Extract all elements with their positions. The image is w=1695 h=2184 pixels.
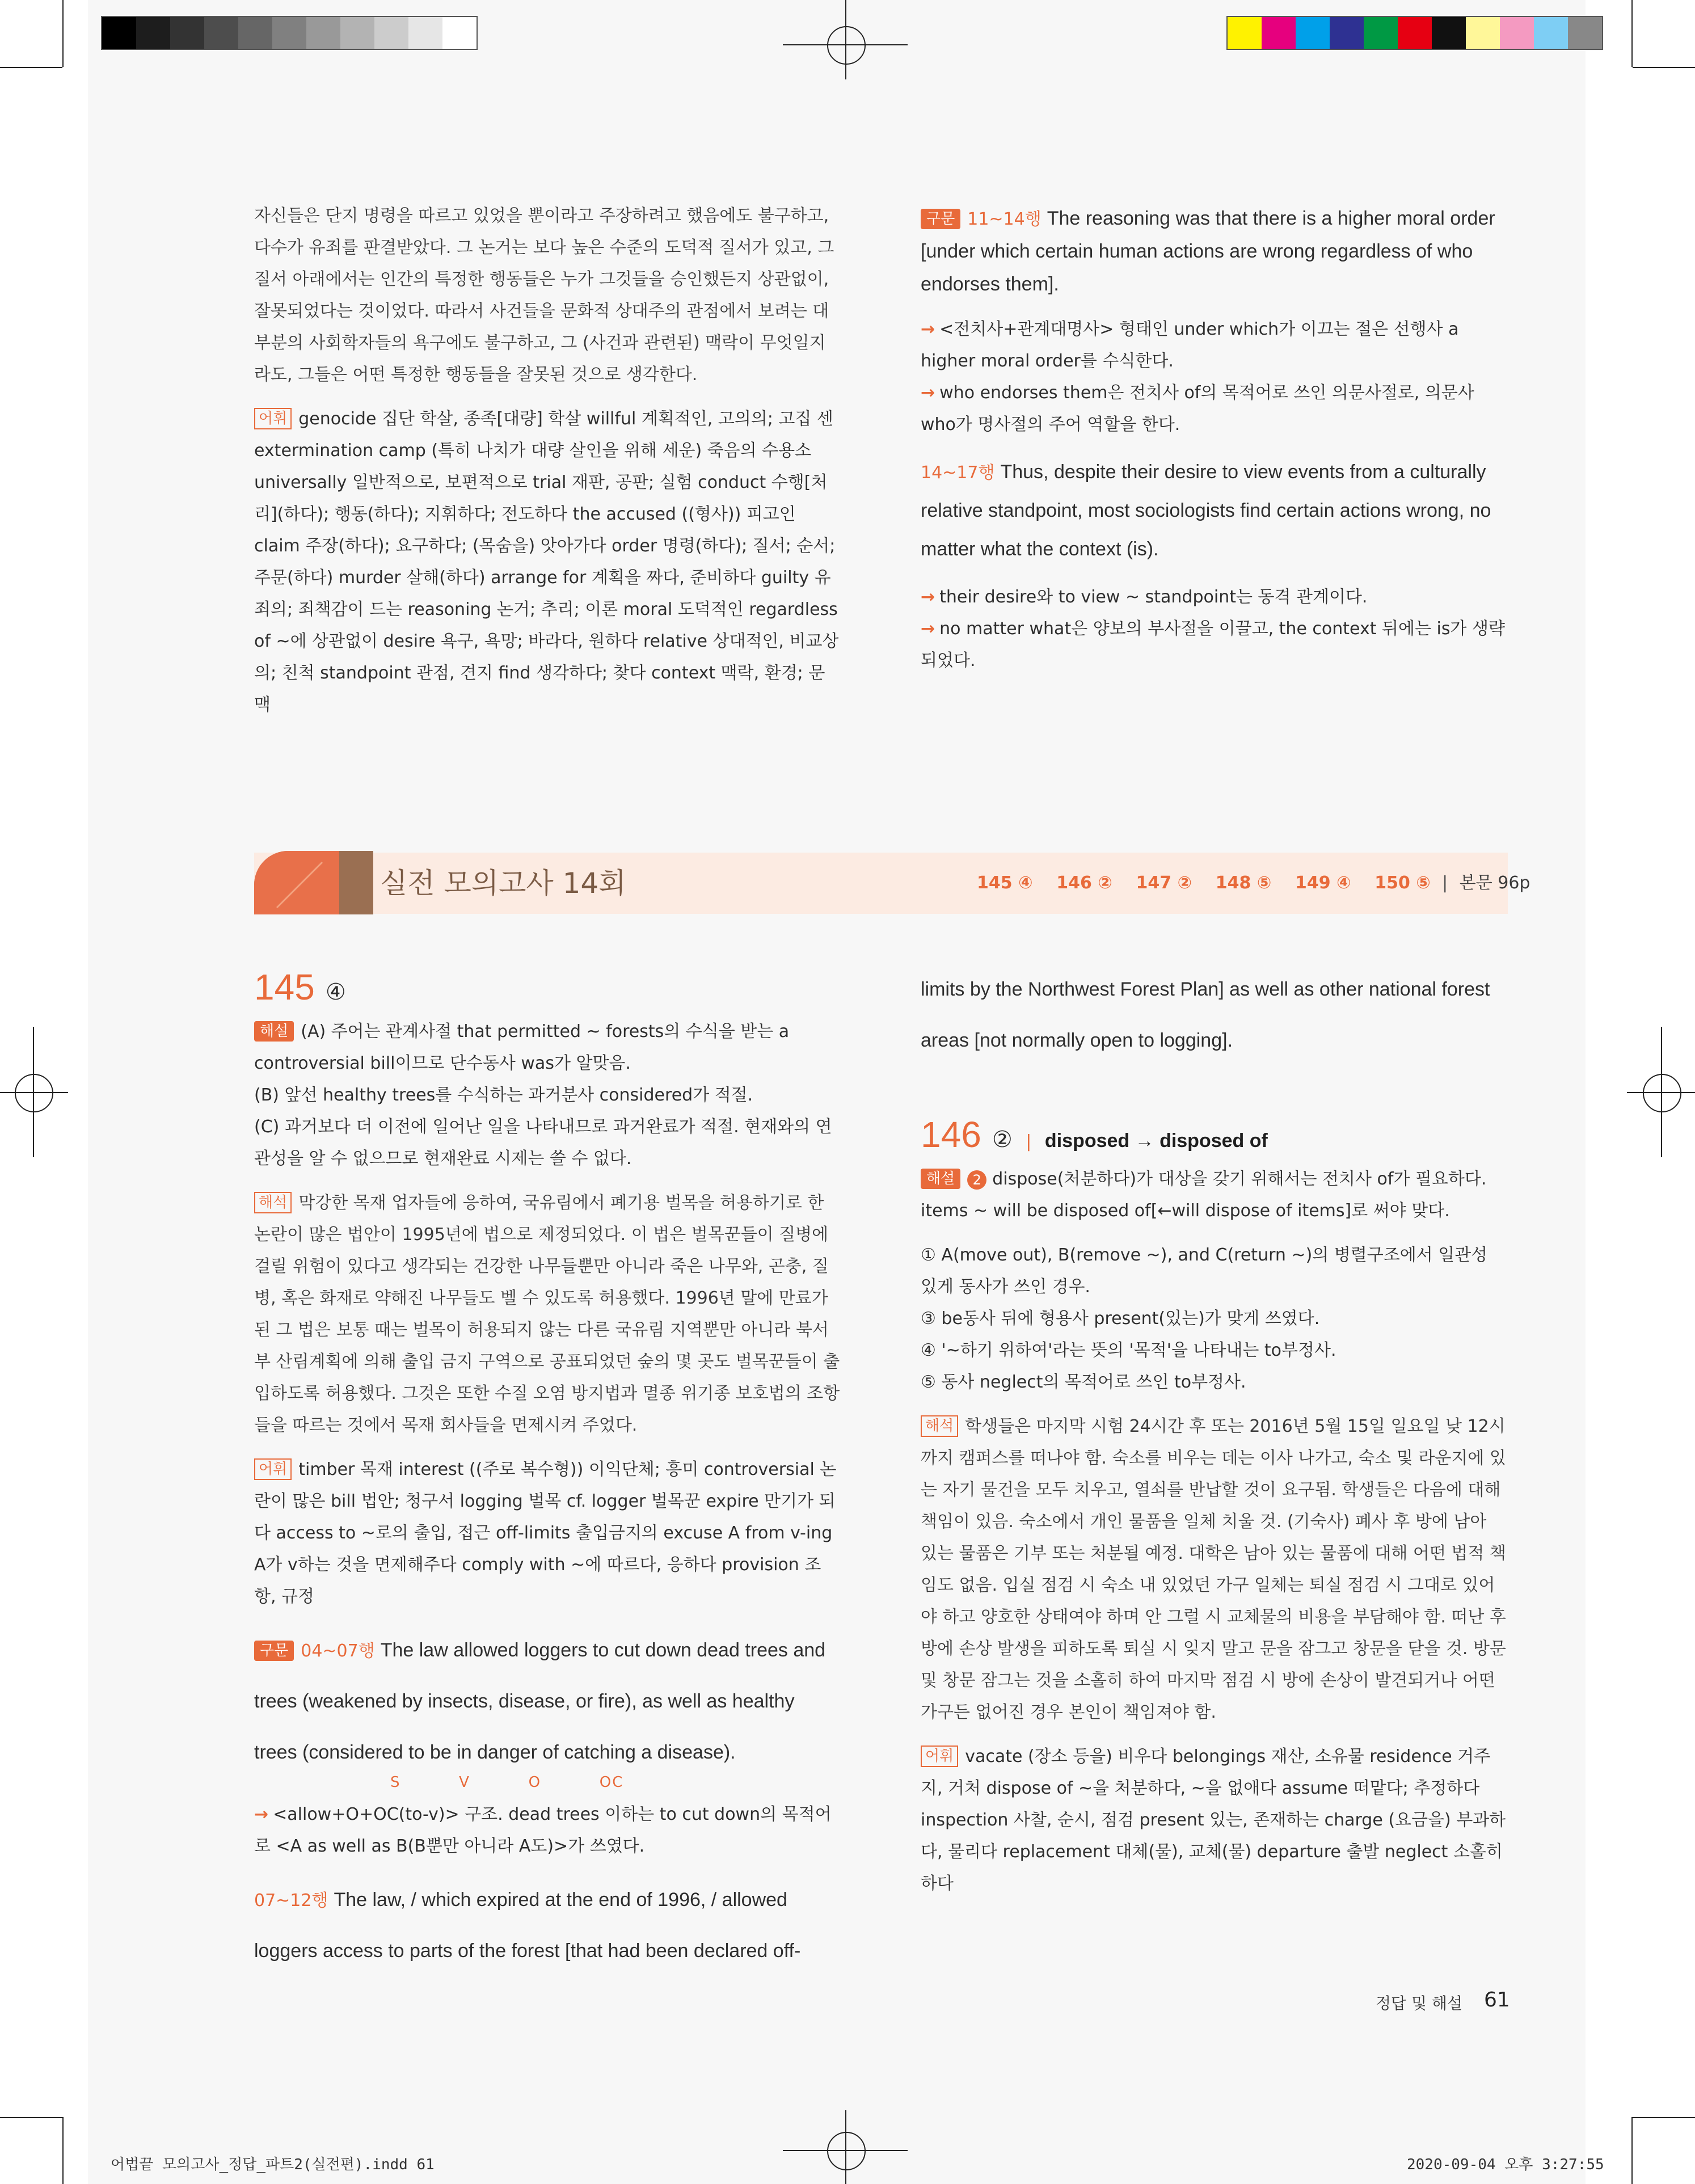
answer-item: 148 ⑤ xyxy=(1215,873,1272,893)
divider: | xyxy=(1442,873,1448,893)
syntax-continuation xyxy=(921,964,1508,1066)
color-swatch xyxy=(102,17,136,49)
svo-label: OC xyxy=(599,1774,624,1791)
explanation xyxy=(921,1163,1508,1227)
explanation-tag: 해설 xyxy=(921,1169,960,1189)
translation-tag: 해석 xyxy=(921,1415,958,1437)
vocab-tag: 어휘 xyxy=(921,1745,958,1767)
explanation xyxy=(254,1016,841,1080)
note-text: who endorses them은 전치사 of의 목적어로 쓰인 의문사절로, 의문사 who가 명사절의 주어 역할을 한다. xyxy=(921,383,1474,435)
translation-paragraph: 자신들은 단지 명령을 따르고 있었을 뿐이라고 주장하려고 했음에도 불구하고, 다수가 유죄를 판결받았다. 그 논거는 보다 높은 수준의 도덕적 질서가 있고, 그 질서 아래에서는 인간의 특정한 행동들은 누가 그것들을 승인했든지 상관없이, 잘못되었다는 것이었다. 따라서 사건들을 문화적 상대주의 관점에서 보려는 대부분의 사회학자들의 욕구에도 불구하고, 그 (사건과 관련된) 맥락이 무엇일지라도, 그들은 어떤 특정한 행동들을 잘못된 것으로 생각한다. xyxy=(254,206,834,385)
q145-column xyxy=(254,964,841,1977)
answer-item: 146 ② xyxy=(1056,873,1112,893)
translation-text: 학생들은 마지막 시험 24시간 후 또는 2016년 5월 15일 일요일 낮 12시까지 캠퍼스를 떠나야 함. 숙소를 비우는 데는 이사 나가고, 숙소 및 라운지에 있는 자기 물건을 모두 치우고, 열쇠를 반납할 것이 요구됨. 학생들은 다음에 대해 책임이 있음. 숙소에서 개인 물품을 일체 치울 것. (기숙사) 폐사 후 방에 남아 있는 물품은 기부 또는 처분될 예정. 대학은 남아 있는 물품에 대해 어떤 법적 책임도 없음. 입실 점검 시 숙소 내 있었던 가구 일체는 퇴실 점검 시 그대로 있어야 하고 양호한 상태여야 하며 안 그럴 시 교체물의 비용을 부담해야 함. 떠난 후 방에 손상 발생을 피하도록 퇴실 시 잊지 말고 문을 잠그고 창문을 닫을 것. 방문 및 창문 잠그는 것을 소홀히 하여 마지막 점검 시 방에 손상이 발견되거나 어떤 가구든 없어진 경우 본인이 책임져야 함. xyxy=(921,1416,1506,1722)
color-swatch xyxy=(442,17,477,49)
q146-column xyxy=(921,964,1508,1900)
registration-circle xyxy=(15,1074,53,1112)
color-swatch xyxy=(408,17,442,49)
explanation: (B) 앞선 healthy trees를 수식하는 과거분사 considered가 적절. xyxy=(254,1085,753,1105)
color-swatch xyxy=(238,17,272,49)
explanation-text: (A) 주어는 관계사절 that permitted ~ forests의 수식을 받는 a controversial bill이므로 단수동사 was가 알맞음. xyxy=(254,1022,790,1073)
answer-mark: ② xyxy=(992,1127,1013,1153)
color-swatch xyxy=(1534,17,1568,49)
crop-mark xyxy=(1631,2117,1633,2184)
note xyxy=(254,1799,841,1862)
crop-mark xyxy=(0,2117,62,2118)
note xyxy=(921,377,1508,441)
color-swatch xyxy=(306,17,340,49)
vocab-text: timber 목재 interest ((주로 복수형)) 이익단체; 흥미 controversial 논란이 많은 bill 법안; 청구서 logging 벌목 cf. logger 벌목꾼 expire 만기가 되다 access to ~로의 출입, 접근 off-limits 출입금지의 excuse A from v-ing A가 v하는 것을 면제해주다 comply with ~에 따르다, 응하다 provision 조항, 규정 xyxy=(254,1460,837,1607)
syntax-block xyxy=(254,1875,841,1977)
note-text: <전치사+관계대명사> 형태인 under which가 이끄는 절은 선행사 a higher moral order를 수식한다. xyxy=(921,319,1459,371)
color-swatch xyxy=(204,17,238,49)
vocab xyxy=(921,1741,1508,1900)
svo-label: S xyxy=(390,1774,401,1791)
explanation-text: dispose(처분하다)가 대상을 갖기 위해서는 전치사 of가 필요하다. items ~ will be disposed of[←will dispose of items]로 써야 맞다. xyxy=(921,1169,1487,1221)
crop-mark xyxy=(1631,0,1633,67)
translation xyxy=(254,1187,841,1441)
arrow-icon: → xyxy=(254,1804,269,1824)
vocab-text: vacate (장소 등을) 비우다 belongings 재산, 소유물 residence 거주지, 거처 dispose of ~을 처분하다, ~을 없애다 assume 떠맡다; 추정하다 inspection 사찰, 순시, 점검 present 있는, 존재하는 charge (요금을) 부과하다, 물리다 replacement 대체(물), 교체(물) departure 출발 neglect 소홀히 하다 xyxy=(921,1747,1506,1894)
note-text: their desire와 to view ~ standpoint는 동격 관계이다. xyxy=(939,587,1368,607)
color-swatch xyxy=(1432,17,1466,49)
divider: | xyxy=(1026,1132,1032,1152)
crop-mark xyxy=(1633,67,1695,68)
arrow-icon: → xyxy=(921,383,935,403)
question-number: 145 xyxy=(254,967,315,1007)
footer-file: 어법끝 모의고사_정답_파트2(실전편).indd 61 xyxy=(111,2156,435,2173)
syntax-sentence: Thus, despite their desire to view events from a culturally relative standpoint, most sociologists find certain actions wrong, no matter what the context (is). xyxy=(921,461,1491,560)
option-note: ① A(move out), B(remove ~), and C(return ~)의 병렬구조에서 일관성 있게 동사가 쓰인 경우. xyxy=(921,1245,1488,1297)
color-swatch xyxy=(1500,17,1534,49)
color-swatch xyxy=(1466,17,1500,49)
color-swatch xyxy=(272,17,306,49)
translation xyxy=(921,1411,1508,1728)
top-left-column xyxy=(254,200,841,721)
line-ref: 14~17행 xyxy=(921,463,995,483)
crop-mark xyxy=(62,2117,64,2184)
question-number: 146 xyxy=(921,1114,981,1155)
option-note: ③ be동사 뒤에 형용사 present(있는)가 맞게 쓰였다. xyxy=(921,1309,1320,1329)
color-swatch xyxy=(1228,17,1262,49)
answer-item: 147 ② xyxy=(1136,873,1192,893)
q146-header xyxy=(921,1112,1508,1158)
color-swatch xyxy=(1398,17,1432,49)
color-swatch xyxy=(1568,17,1602,49)
syntax-sentence: The law allowed loggers to cut down dead trees and trees (weakened by insects, disease, or fire), as well as healthy trees (considered to be in danger of catching a disease). xyxy=(254,1639,826,1763)
section-answers xyxy=(977,871,1530,896)
svo-label: V xyxy=(459,1774,470,1791)
line-ref: 07~12행 xyxy=(254,1891,328,1911)
footer-time: 2020-09-04 오후 3:27:55 xyxy=(1407,2156,1604,2173)
syntax-tag: 구문 xyxy=(921,209,960,229)
explanation: (C) 과거보다 더 이전에 일어난 일을 나타내므로 과거완료가 적절. 현재와의 연관성을 알 수 없으므로 현재완료 시제는 쓸 수 없다. xyxy=(254,1117,832,1169)
syntax-sentence: limits by the Northwest Forest Plan] as well as other national forest areas [not normally open to logging]. xyxy=(921,979,1490,1051)
line-ref: 04~07행 xyxy=(301,1641,375,1661)
crop-mark xyxy=(62,0,64,67)
note xyxy=(921,314,1508,377)
answer-item: 145 ④ xyxy=(977,873,1033,893)
explanation-tag: 해설 xyxy=(254,1021,294,1042)
color-swatch xyxy=(1364,17,1398,49)
syntax-tag: 구문 xyxy=(254,1641,294,1661)
syntax-sentence: The law, / which expired at the end of 1996, / allowed loggers access to parts of the forest [that had been declared off- xyxy=(254,1889,801,1962)
page-label: 정답 및 해설 xyxy=(1376,1994,1463,2013)
syntax-block-2 xyxy=(921,453,1508,569)
answer-item: 150 ⑤ xyxy=(1374,873,1431,893)
svo-label: O xyxy=(528,1774,542,1791)
syntax-block xyxy=(254,1625,841,1778)
color-swatch xyxy=(136,17,170,49)
syntax-sentence: The reasoning was that there is a higher moral order [under which certain human actions are wrong regardless of who endorses them]. xyxy=(921,208,1495,295)
grayscale-bar xyxy=(101,16,478,50)
crop-mark xyxy=(1633,2117,1695,2118)
registration-circle xyxy=(827,2132,866,2170)
color-swatch xyxy=(1330,17,1364,49)
color-bar xyxy=(1226,16,1603,50)
section-badge-icon xyxy=(254,851,373,914)
arrow-icon: → xyxy=(921,619,935,639)
color-swatch xyxy=(170,17,204,49)
svo-labels xyxy=(390,1774,841,1791)
translation-text: 막강한 목재 업자들에 응하여, 국유림에서 폐기용 벌목을 허용하기로 한 논란이 많은 법안이 1995년에 법으로 제정되었다. 이 법은 벌목꾼들이 질병에 걸릴 위험이 있다고 생각되는 건강한 나무들뿐만 아니라 죽은 나무와, 곤충, 질병, 혹은 화재로 약해진 나무들도 벨 수 있도록 허용했다. 1996년 말에 만료가 된 그 법은 보통 때는 벌목이 허용되지 않는 다른 국유림 지역뿐만 아니라 북서부 산림계획에 의해 출입 금지 구역으로 공표되었던 숲의 몇 곳도 벌목꾼들이 출입하도록 허용했다. 그것은 또한 수질 오염 방지법과 멸종 위기종 보호법의 조항들을 따르는 것에서 목재 회사들을 면제시켜 주었다. xyxy=(254,1193,840,1435)
crop-mark xyxy=(0,67,62,68)
note-text: <allow+O+OC(to-v)> 구조. dead trees 이하는 to cut down의 목적어로 <A as well as B(B뿐만 아니라 A도)>가 쓰였다. xyxy=(254,1804,832,1856)
note xyxy=(921,613,1508,677)
note xyxy=(921,581,1508,613)
top-right-column xyxy=(921,203,1508,677)
registration-circle xyxy=(827,26,866,65)
vocab-text: genocide 집단 학살, 종족[대량] 학살 willful 계획적인, 고의의; 고집 센 extermination camp (특히 나치가 대량 살인을 위해 세운) 죽음의 수용소 universally 일반적으로, 보편적으로 trial 재판, 공판; 실험 conduct 수행[처리](하다); 행동(하다); 지휘하다; 전도하다 the accused ((형사)) 피고인 claim 주장(하다); 요구하다; (목숨을) 앗아가다 order 명령(하다); 질서; 순서; 주문(하다) murder 살해(하다) arrange for 계획을 짜다, 준비하다 guilty 유죄의; 죄책감이 드는 reasoning 논거; 추리; 이론 moral 도덕적인 regardless of ~에 상관없이 desire 욕구, 욕망; 바라다, 원하다 relative 상대적인, 비교상의; 친척 standpoint 관점, 견지 find 생각하다; 찾다 context 맥락, 환경; 문맥 xyxy=(254,409,839,715)
option-note: ⑤ 동사 neglect의 목적어로 쓰인 to부정사. xyxy=(921,1372,1246,1392)
vocab-tag: 어휘 xyxy=(254,1458,292,1480)
correction: disposed → disposed of xyxy=(1044,1130,1268,1152)
color-swatch xyxy=(340,17,374,49)
answer-item: 149 ④ xyxy=(1295,873,1351,893)
section-title: 실전 모의고사 14회 xyxy=(380,867,626,900)
answer-mark: ④ xyxy=(325,979,346,1005)
arrow-icon: → xyxy=(921,319,935,339)
page-number: 61 xyxy=(1484,1988,1510,2012)
number-badge: 2 xyxy=(967,1170,986,1190)
arrow-icon: → xyxy=(921,587,935,607)
color-swatch xyxy=(1296,17,1330,49)
syntax-block-1 xyxy=(921,203,1508,301)
page-reference: 본문 96p xyxy=(1459,873,1530,893)
option-note: ④ '~하기 위하여'라는 뜻의 '목적'을 나타내는 to부정사. xyxy=(921,1340,1336,1360)
vocab-tag: 어휘 xyxy=(254,408,292,429)
line-ref: 11~14행 xyxy=(967,209,1042,229)
translation-tag: 해석 xyxy=(254,1192,292,1213)
registration-circle xyxy=(1643,1074,1681,1112)
vocab-block xyxy=(254,403,841,721)
note-text: no matter what은 양보의 부사절을 이끌고, the context 뒤에는 is가 생략되었다. xyxy=(921,619,1505,671)
vocab xyxy=(254,1454,841,1613)
q145-header xyxy=(254,964,841,1010)
color-swatch xyxy=(1262,17,1296,49)
color-swatch xyxy=(374,17,408,49)
